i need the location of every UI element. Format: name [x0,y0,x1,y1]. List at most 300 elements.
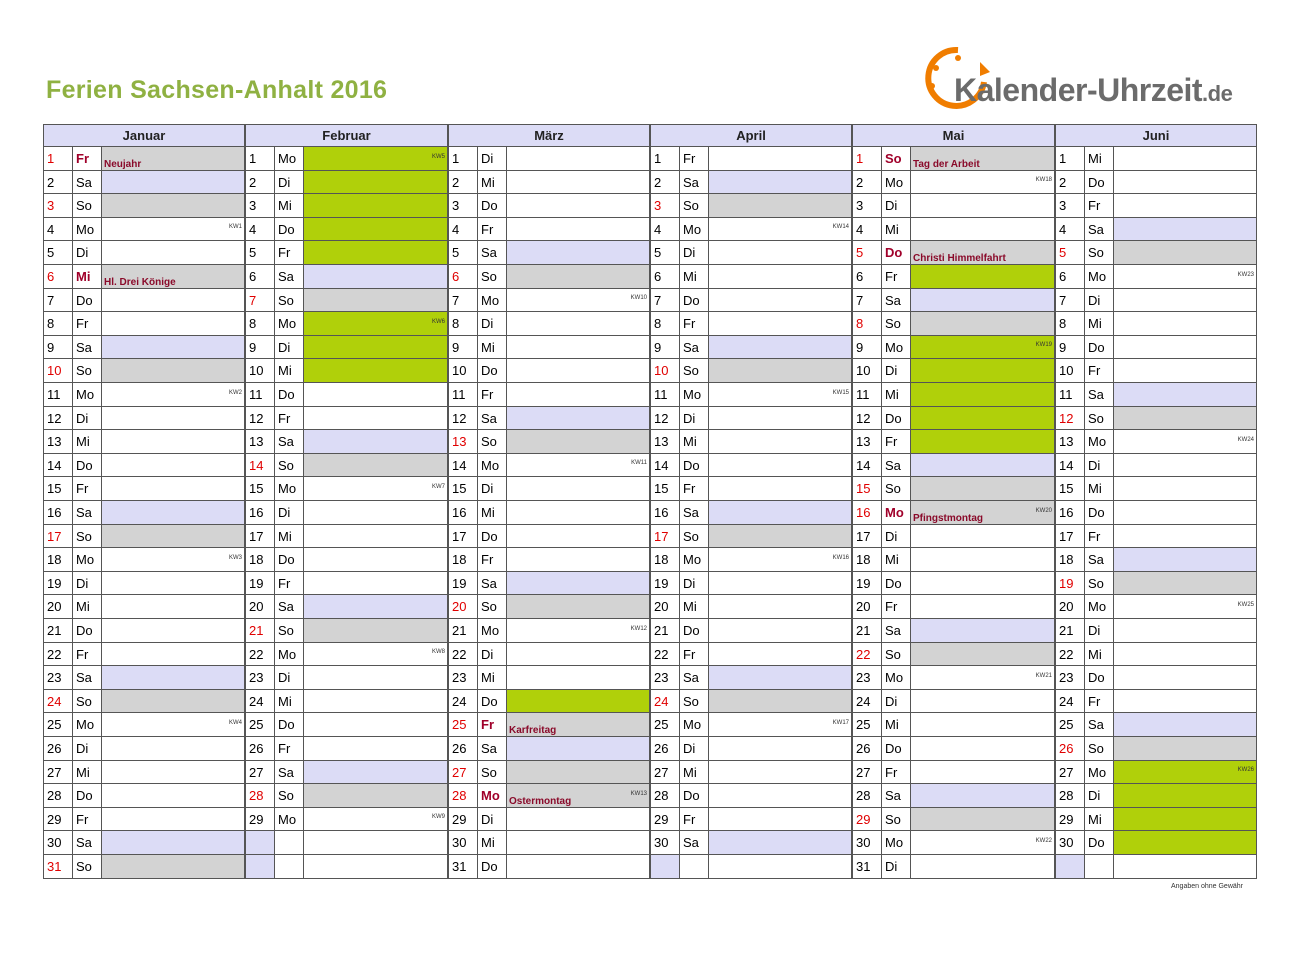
day-number: 1 [650,147,680,171]
day-event-cell [1114,407,1257,430]
day-number: 26 [852,737,882,761]
weekday-label: Sa [275,761,304,784]
weekday-label: Fr [680,808,709,831]
weekday-label: Fr [73,643,102,666]
day-event-cell [709,454,852,477]
weekday-label: So [478,761,507,784]
day-event-cell [304,643,448,666]
day-event-cell [1114,643,1257,666]
weekday-label: Mo [275,808,304,831]
day-number: 31 [448,855,478,879]
day-number: 4 [1055,218,1085,241]
weekday-label: Mo [882,501,911,525]
day-number: 15 [43,477,73,501]
day-event-cell [507,383,650,407]
weekday-label: So [275,619,304,643]
weekday-label: Do [478,855,507,879]
day-event-cell [911,855,1055,879]
day-number: 7 [245,289,275,312]
day-event-cell [507,761,650,784]
weekday-label: Do [478,359,507,383]
day-number: 8 [448,312,478,336]
day-event-cell [911,525,1055,548]
day-event-cell [911,501,1055,525]
day-event-cell [709,359,852,383]
weekday-label: So [1085,572,1114,595]
day-number: 19 [852,572,882,595]
weekday-label: Fr [73,808,102,831]
day-event-cell [911,619,1055,643]
day-number: 22 [650,643,680,666]
day-event-cell [304,619,448,643]
weekday-label: So [680,690,709,713]
weekday-label: Mo [882,336,911,359]
day-event-cell [1114,454,1257,477]
weekday-label: Do [73,289,102,312]
day-event-cell [102,713,245,737]
day-number: 30 [448,831,478,855]
day-number: 11 [43,383,73,407]
weekday-label: Di [275,666,304,690]
day-number: 24 [245,690,275,713]
weekday-label: Do [73,784,102,808]
weekday-label: So [275,784,304,808]
day-number: 8 [245,312,275,336]
day-event-cell [102,572,245,595]
day-number: 20 [852,595,882,619]
day-number [245,831,275,855]
day-number: 12 [650,407,680,430]
day-number: 11 [650,383,680,407]
weekday-label: Mi [1085,147,1114,171]
day-number: 2 [448,171,478,194]
weekday-label: Sa [882,619,911,643]
day-number: 19 [43,572,73,595]
day-event-cell [304,147,448,171]
weekday-label: Do [882,737,911,761]
day-number: 13 [650,430,680,454]
weekday-label: Fr [73,147,102,171]
day-event-cell [911,312,1055,336]
calendar-week-label: KW25 [1237,602,1254,608]
day-event-cell [709,194,852,218]
day-event-cell [911,831,1055,855]
day-event-cell [102,359,245,383]
weekday-label: Di [680,241,709,265]
day-number: 2 [852,171,882,194]
weekday-label: So [882,312,911,336]
weekday-label: Di [1085,619,1114,643]
weekday-label: Mo [275,643,304,666]
weekday-label: Mi [275,359,304,383]
weekday-label: Fr [275,241,304,265]
weekday-label: Do [1085,831,1114,855]
day-event-cell [304,713,448,737]
weekday-label: Mo [680,218,709,241]
weekday-label: Di [1085,784,1114,808]
weekday-label: Mi [478,666,507,690]
day-event-cell [102,595,245,619]
day-event-cell [304,501,448,525]
calendar-week-label: KW20 [1035,508,1052,514]
weekday-label [680,855,709,879]
weekday-label: So [275,289,304,312]
calendar-week-label: KW23 [1237,272,1254,278]
day-event-cell [304,690,448,713]
day-number: 15 [650,477,680,501]
calendar-week-label: KW26 [1237,767,1254,773]
day-event-cell [709,713,852,737]
weekday-label: Mi [1085,643,1114,666]
day-event-cell [304,383,448,407]
day-number: 22 [245,643,275,666]
weekday-label [275,831,304,855]
weekday-label: Mo [1085,265,1114,289]
day-number: 18 [852,548,882,572]
day-number: 12 [852,407,882,430]
day-number: 20 [245,595,275,619]
day-number: 16 [43,501,73,525]
day-event-cell [304,407,448,430]
day-event-cell [304,289,448,312]
day-number: 14 [650,454,680,477]
calendar-week-label: KW1 [228,224,242,230]
day-event-cell [709,218,852,241]
day-number: 25 [650,713,680,737]
weekday-label: Do [1085,666,1114,690]
day-number: 21 [245,619,275,643]
day-number: 17 [43,525,73,548]
weekday-label: Di [73,737,102,761]
day-event-cell [102,690,245,713]
calendar-week-label: KW12 [630,626,647,632]
day-number: 25 [852,713,882,737]
day-event-cell [911,666,1055,690]
day-event-cell [102,218,245,241]
day-number: 2 [245,171,275,194]
day-event-cell [304,218,448,241]
day-number: 4 [448,218,478,241]
weekday-label: Do [73,619,102,643]
day-number: 23 [1055,666,1085,690]
weekday-label: Di [73,407,102,430]
weekday-label: Fr [275,407,304,430]
day-event-cell [1114,147,1257,171]
day-event-cell [304,336,448,359]
day-number: 15 [245,477,275,501]
weekday-label: So [882,643,911,666]
day-number: 5 [650,241,680,265]
day-number: 26 [650,737,680,761]
day-event-cell [304,454,448,477]
weekday-label: Fr [882,761,911,784]
day-number: 2 [650,171,680,194]
weekday-label: Mi [73,430,102,454]
day-event-cell [507,430,650,454]
weekday-label: So [275,454,304,477]
day-number: 10 [448,359,478,383]
weekday-label: So [1085,241,1114,265]
day-event-cell [507,831,650,855]
day-number: 23 [852,666,882,690]
day-number: 14 [43,454,73,477]
weekday-label: Mi [1085,312,1114,336]
month-header: April [650,124,852,147]
day-number: 25 [43,713,73,737]
weekday-label: Do [1085,501,1114,525]
day-number: 3 [245,194,275,218]
day-number: 13 [448,430,478,454]
day-number: 9 [852,336,882,359]
day-event-cell [709,430,852,454]
weekday-label: Fr [680,477,709,501]
weekday-label: Do [275,713,304,737]
day-number: 26 [448,737,478,761]
weekday-label: Mi [882,218,911,241]
day-number: 29 [1055,808,1085,831]
weekday-label: Sa [882,454,911,477]
day-event-cell [911,737,1055,761]
weekday-label: Di [882,525,911,548]
day-event-cell [102,619,245,643]
weekday-label: Sa [478,572,507,595]
weekday-label: Do [882,241,911,265]
day-number: 1 [245,147,275,171]
weekday-label: Do [73,454,102,477]
day-number: 11 [852,383,882,407]
weekday-label: Mi [680,430,709,454]
day-number: 23 [650,666,680,690]
day-event-cell [709,808,852,831]
weekday-label: So [680,194,709,218]
day-number: 8 [650,312,680,336]
day-event-cell [709,336,852,359]
weekday-label [275,855,304,879]
day-event-cell [304,477,448,501]
day-number: 30 [650,831,680,855]
month-header: Juni [1055,124,1257,147]
day-event-cell [709,855,852,879]
calendar-week-label: KW15 [832,390,849,396]
day-event-cell [709,737,852,761]
weekday-label: Do [478,690,507,713]
day-event-cell [102,147,245,171]
weekday-label: Mi [73,761,102,784]
calendar-week-label: KW19 [1035,342,1052,348]
day-number [650,855,680,879]
weekday-label: Fr [275,572,304,595]
weekday-label: Sa [275,430,304,454]
weekday-label: Fr [73,312,102,336]
weekday-label: Di [680,737,709,761]
weekday-label: Mi [73,595,102,619]
weekday-label: So [680,525,709,548]
day-event-cell [1114,312,1257,336]
day-event-cell [911,595,1055,619]
weekday-label: So [478,595,507,619]
day-event-cell [911,265,1055,289]
weekday-label: Do [1085,336,1114,359]
day-event-cell [1114,218,1257,241]
calendar-week-label: KW10 [630,295,647,301]
logo-tld: .de [1202,81,1233,106]
day-event-cell [1114,548,1257,572]
day-event-cell [911,548,1055,572]
calendar-week-label: KW6 [431,319,445,325]
day-number: 29 [245,808,275,831]
day-number: 13 [1055,430,1085,454]
day-event-cell [709,643,852,666]
day-number: 29 [852,808,882,831]
day-event-cell [507,525,650,548]
weekday-label: Do [882,407,911,430]
day-event-cell [304,171,448,194]
day-number: 16 [1055,501,1085,525]
weekday-label: Fr [478,218,507,241]
day-number: 3 [852,194,882,218]
disclaimer-text: Angaben ohne Gewähr [1171,883,1243,890]
day-event-cell [709,477,852,501]
day-event-cell [102,831,245,855]
day-number: 14 [448,454,478,477]
day-number: 30 [1055,831,1085,855]
day-number: 15 [448,477,478,501]
day-event-cell [911,784,1055,808]
day-number: 7 [852,289,882,312]
weekday-label: Sa [275,595,304,619]
day-event-cell [507,666,650,690]
day-number: 17 [1055,525,1085,548]
day-event-cell [507,619,650,643]
day-event-cell [1114,265,1257,289]
weekday-label: Sa [1085,548,1114,572]
day-event-cell [304,666,448,690]
day-number: 23 [448,666,478,690]
weekday-label: Di [478,808,507,831]
weekday-label: Sa [73,336,102,359]
weekday-label: Mo [882,831,911,855]
day-number: 15 [1055,477,1085,501]
day-event-cell [507,477,650,501]
day-event-cell [1114,666,1257,690]
day-number: 20 [1055,595,1085,619]
day-event-cell [304,265,448,289]
calendar-week-label: KW24 [1237,437,1254,443]
day-event-cell [304,430,448,454]
weekday-label: Do [275,548,304,572]
weekday-label: Fr [882,265,911,289]
day-event-cell [507,595,650,619]
day-event-cell [507,454,650,477]
day-event-cell [911,572,1055,595]
calendar-week-label: KW4 [228,720,242,726]
weekday-label: So [882,808,911,831]
day-event-cell [709,572,852,595]
day-event-cell [102,784,245,808]
day-number: 13 [852,430,882,454]
day-event-cell [507,359,650,383]
day-number: 19 [1055,572,1085,595]
weekday-label: Di [478,643,507,666]
day-number: 7 [1055,289,1085,312]
weekday-label: Sa [73,831,102,855]
day-event-cell [1114,619,1257,643]
day-number: 27 [448,761,478,784]
day-number: 12 [448,407,478,430]
day-event-cell [102,171,245,194]
day-number: 23 [43,666,73,690]
day-event-cell [102,477,245,501]
weekday-label [1085,855,1114,879]
day-event-cell [507,737,650,761]
weekday-label: Sa [680,336,709,359]
day-event-cell [304,808,448,831]
day-number: 20 [448,595,478,619]
month-header: Mai [852,124,1055,147]
calendar-week-label: KW2 [228,390,242,396]
day-event-cell [1114,336,1257,359]
weekday-label: Mi [1085,477,1114,501]
day-number: 26 [1055,737,1085,761]
day-event-cell [709,312,852,336]
day-number: 3 [43,194,73,218]
day-event-cell [304,761,448,784]
day-event-cell [709,784,852,808]
day-event-cell [911,713,1055,737]
day-number: 29 [43,808,73,831]
day-event-cell [1114,808,1257,831]
weekday-label: Mo [478,454,507,477]
day-event-cell [709,407,852,430]
weekday-label: Mi [275,194,304,218]
day-event-cell [1114,572,1257,595]
day-number: 28 [1055,784,1085,808]
weekday-label: Sa [73,171,102,194]
day-number: 17 [650,525,680,548]
day-event-cell [102,312,245,336]
weekday-label: Sa [275,265,304,289]
day-number: 11 [1055,383,1085,407]
weekday-label: Di [680,572,709,595]
day-event-cell [1114,761,1257,784]
weekday-label: Sa [73,501,102,525]
holiday-name: Christi Himmelfahrt [913,253,1006,264]
day-event-cell [102,855,245,879]
day-number: 20 [43,595,73,619]
day-event-cell [102,808,245,831]
weekday-label: Mi [680,595,709,619]
day-event-cell [911,430,1055,454]
day-event-cell [507,171,650,194]
day-event-cell [911,407,1055,430]
day-number: 22 [448,643,478,666]
weekday-label: So [73,855,102,879]
day-event-cell [304,359,448,383]
day-event-cell [304,572,448,595]
day-number: 21 [43,619,73,643]
month-header: Januar [43,124,245,147]
day-event-cell [1114,713,1257,737]
day-event-cell [911,147,1055,171]
day-number: 16 [650,501,680,525]
day-event-cell [1114,194,1257,218]
day-event-cell [507,784,650,808]
day-number: 19 [650,572,680,595]
weekday-label: So [73,690,102,713]
day-event-cell [304,831,448,855]
weekday-label: Di [478,147,507,171]
weekday-label: Mo [680,383,709,407]
